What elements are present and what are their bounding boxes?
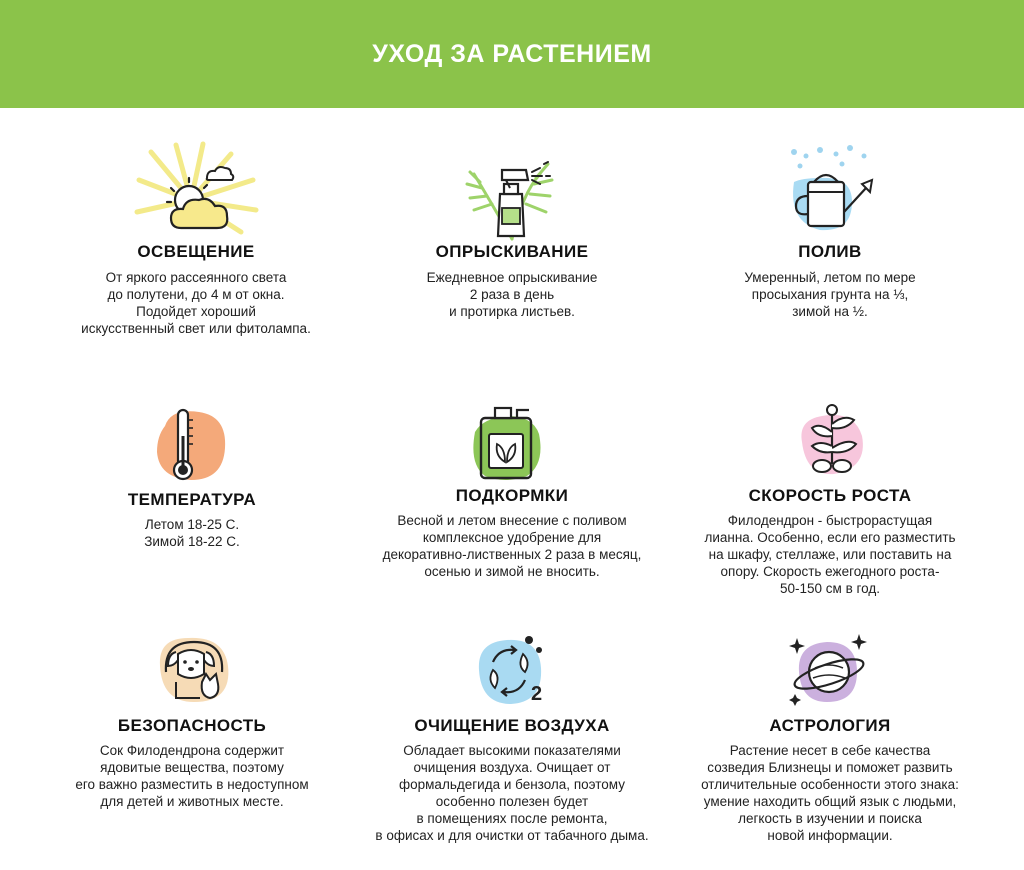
card-title: ОПРЫСКИВАНИЕ (435, 242, 589, 261)
spray-bottle-icon (462, 144, 562, 244)
description-line: Зимой 18-22 С. (144, 534, 240, 549)
description-line: до полутени, до 4 м от окна. (107, 287, 285, 302)
description-line: очищения воздуха. Очищает от (413, 760, 611, 775)
sun-cloud-icon (131, 140, 261, 240)
page-title: УХОД ЗА РАСТЕНИЕМ (372, 39, 652, 68)
card-description (32, 742, 352, 810)
description-line: зимой на ½. (792, 304, 868, 319)
thermometer-icon (147, 406, 237, 486)
card-description (670, 512, 990, 597)
description-line: в офисах и для очистки от табачного дыма. (375, 828, 649, 843)
card-title: ОСВЕЩЕНИЕ (137, 242, 255, 261)
description-line: на шкафу, стеллаже, или поставить на (708, 547, 952, 562)
description-line: для детей и животных месте. (100, 794, 284, 809)
description-line: Обладает высокими показателями (403, 743, 621, 758)
description-line: особенно полезен будет (435, 794, 589, 809)
card-title: ПОЛИВ (798, 242, 862, 261)
description-line: комплексное удобрение для (422, 530, 602, 545)
description-line: новой информации. (767, 828, 893, 843)
description-line: умение находить общий язык с людьми, (703, 794, 957, 809)
description-line: От яркого рассеянного света (105, 270, 287, 285)
card-description (36, 269, 356, 337)
sprout-icon (792, 402, 872, 478)
watering-can-icon (780, 142, 880, 242)
description-line: Весной и летом внесение с поливом (397, 513, 627, 528)
card-description (670, 269, 990, 320)
description-line: Летом 18-25 С. (144, 517, 240, 532)
description-line: формальдегида и бензола, поэтому (399, 777, 625, 792)
description-line: Подойдет хороший (136, 304, 256, 319)
card-description (32, 516, 352, 550)
planet-stars-icon (785, 632, 875, 710)
card-description (352, 512, 672, 580)
description-line: осенью и зимой не вносить. (424, 564, 600, 579)
header-banner (0, 0, 1024, 108)
card-title: АСТРОЛОГИЯ (769, 716, 891, 735)
description-line: легкость в изучении и поиска (738, 811, 922, 826)
card-title: СКОРОСТЬ РОСТА (748, 486, 912, 505)
description-line: Умеренный, летом по мере (744, 270, 916, 285)
description-line: Сок Филодендрона содержит (99, 743, 285, 758)
o2-subscript-text: 2 (531, 683, 543, 705)
fertilizer-canister-icon (467, 404, 547, 484)
card-description (670, 742, 990, 844)
description-line: лианна. Особенно, если его разместить (704, 530, 956, 545)
description-line: искусственный свет или фитолампа. (81, 321, 311, 336)
description-line: 50-150 см в год. (780, 581, 880, 596)
card-title: ТЕМПЕРАТУРА (127, 490, 257, 509)
description-line: в помещениях после ремонта, (416, 811, 608, 826)
description-line: и протирка листьев. (449, 304, 575, 319)
card-title: ПОДКОРМКИ (455, 486, 569, 505)
card-description (352, 269, 672, 320)
description-line: ядовитые вещества, поэтому (100, 760, 284, 775)
description-line: Растение несет в себе качества (729, 743, 931, 758)
description-line: декоративно-лиственных 2 раза в месяц, (382, 547, 642, 562)
card-title: ОЧИЩЕНИЕ ВОЗДУХА (414, 716, 610, 735)
description-line: созведия Близнецы и поможет развить (707, 760, 953, 775)
o2-cycle-icon (469, 632, 555, 708)
description-line: Филодендрон - быстрорастущая (727, 513, 933, 528)
description-line: просыхания грунта на ⅓, (751, 287, 909, 302)
description-line: опору. Скорость ежегодного роста- (720, 564, 940, 579)
description-line: отличительные особенности этого знака: (701, 777, 959, 792)
description-line: 2 раза в день (469, 287, 555, 302)
card-title: БЕЗОПАСНОСТЬ (117, 716, 267, 735)
description-line: его важно разместить в недоступном (75, 777, 309, 792)
description-line: Ежедневное опрыскивание (426, 270, 598, 285)
pets-icon (154, 632, 234, 704)
card-description (352, 742, 672, 844)
